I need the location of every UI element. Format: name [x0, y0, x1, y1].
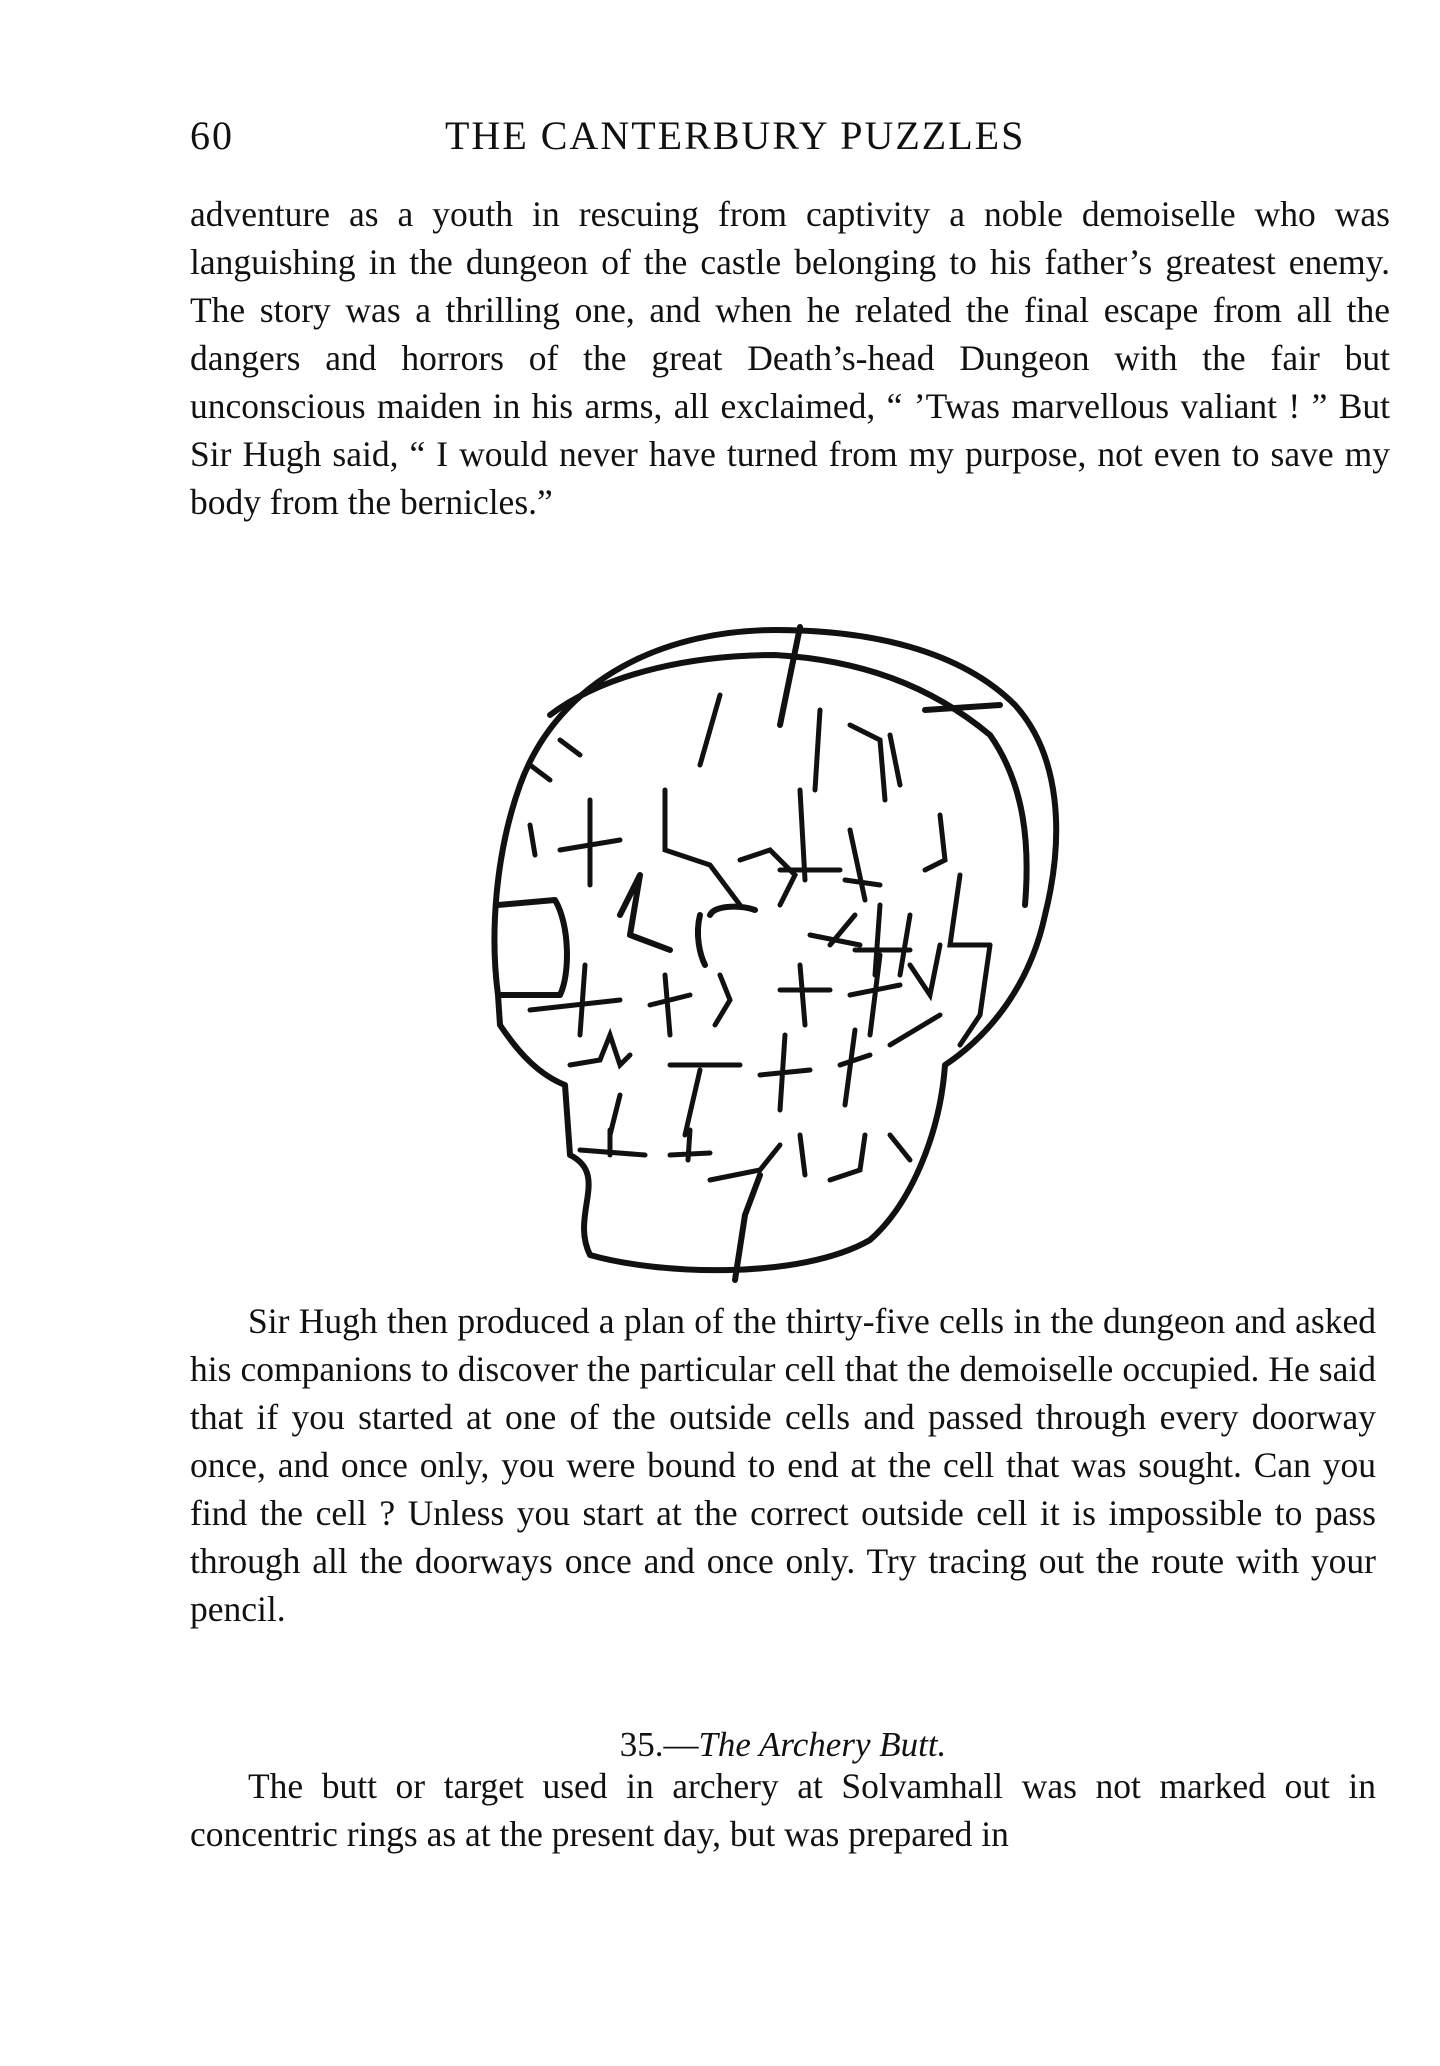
running-header — [190, 112, 1340, 172]
page-number: 60 — [190, 113, 234, 158]
paragraph-puzzle: Sir Hugh then produced a plan of the thirty-five cells in the dungeon and asked his companions to discover the particular cell that the demoiselle occupied. He said that if you started at one of the outside cells and passed through every doorway once, and once only, you were bound to end at the cell that was sought. Can you find the cell ? Unless you start at the correct outside cell it is impossible to pass through all the doorways once and once only. Try tracing out the route with your pencil. — [190, 1301, 1376, 1629]
paragraph-archery: The butt or target used in archery at Solvamhall was not marked out in concentric rings as at the present day, but was prepared in — [190, 1766, 1376, 1854]
section-title: The Archery Butt. — [698, 1725, 947, 1764]
section-heading — [190, 1725, 1376, 1765]
paragraph-story: adventure as a youth in rescuing from captivity a noble demoiselle who was languishing in the dungeon of the castle belonging to his father’s greatest enemy. The story was a thrilling one, and when he related the final escape from all the dangers and horrors of the great Death’s-head Dungeon with the fair but unconscious maiden in his arms, all exclaimed, “ ’Twas marvellous valiant ! ” But Sir Hugh said, “ I would never have turned from my purpose, not even to save my body from the bernicles.” — [190, 194, 1390, 522]
section-number: 35.— — [619, 1725, 699, 1764]
running-title: THE CANTERBURY PUZZLES — [445, 113, 1026, 158]
skull-dungeon-plan-icon — [470, 615, 1090, 1285]
